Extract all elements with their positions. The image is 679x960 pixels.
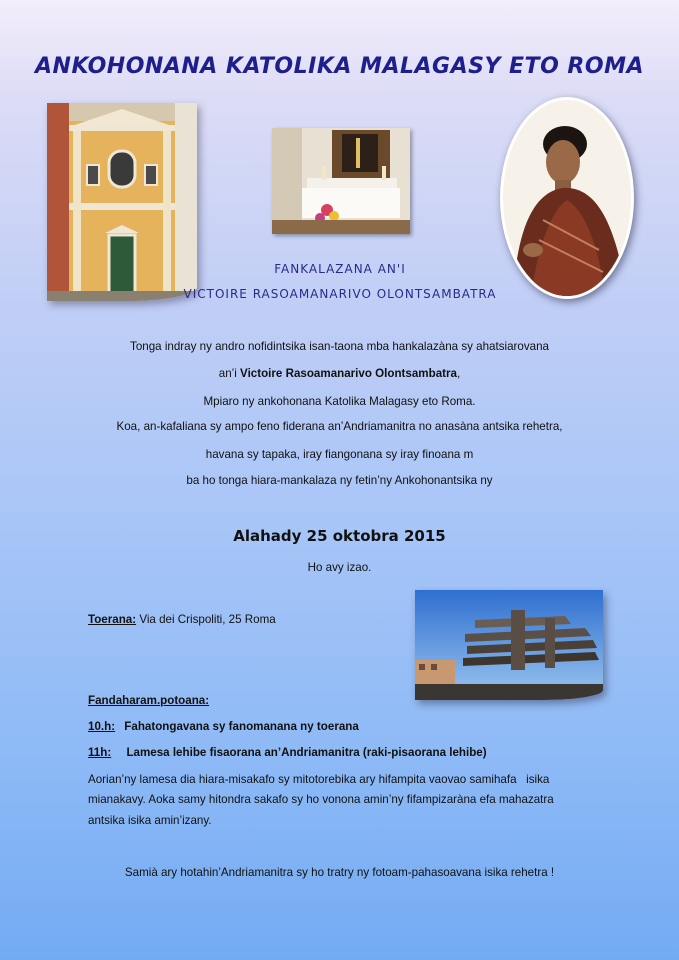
schedule-time-2: 11h: <box>88 746 112 759</box>
intro-line-6: ba ho tonga hiara-mankalaza ny fetin’ny Ankohonantsika ny <box>186 474 493 487</box>
schedule-text-1: Fahatongavana sy fanomanana ny toerana <box>124 720 359 733</box>
after-mass-line-1: Aorian’ny lamesa dia hiara-misakafo sy mitotorebika ary hifampita vaovao samihafa isika <box>88 773 550 786</box>
schedule-time-1: 10.h: <box>88 720 116 733</box>
after-mass-line-3: antsika isika amin’izany. <box>88 814 212 827</box>
page-title: ANKOHONANA KATOLIKA MALAGASY ETO ROMA <box>35 54 644 79</box>
honoree-name: Victoire Rasoamanarivo Olontsambatra <box>240 367 457 380</box>
intro-line-5: havana sy tapaka, iray fiangonana sy iray finoana m <box>205 448 474 461</box>
altar-photo <box>272 128 410 234</box>
schedule-item-2 <box>88 746 487 759</box>
church-facade-photo <box>47 103 197 301</box>
schedule-heading: Fandaharam.potoana: <box>88 694 210 707</box>
venue-building-photo <box>415 590 603 700</box>
portrait-photo <box>500 97 634 299</box>
intro-line-1: Tonga indray ny andro nofidintsika isan-taona mba hankalazàna sy ahatsiarovana <box>130 340 549 353</box>
closing-blessing: Samià ary hotahin’Andriamanitra sy ho tratry ny fotoam-pahasoavana isika rehetra ! <box>124 866 555 879</box>
schedule-text-2: Lamesa lehibe fisaorana an’Andriamanitra (raki-pisaorana lehibe) <box>126 746 487 759</box>
after-mass-line-2: mianakavy. Aoka samy hitondra sakafo sy ho vonona amin’ny fifampizaràna efa mahazatra <box>88 793 554 806</box>
subtitle-line-2: VICTOIRE RASOAMANARIVO OLONTSAMBATRA <box>183 287 497 301</box>
intro-line-2: an’i Victoire Rasoamanarivo Olontsambatra, <box>218 367 461 380</box>
venue-label: Toerana: <box>88 613 137 626</box>
subtitle-line-1: FANKALAZANA AN'I <box>274 262 406 276</box>
intro-line-4: Koa, an-kafaliana sy ampo feno fiderana an’Andriamanitra no anasàna antsika rehetra, <box>116 420 563 433</box>
venue-address: Via dei Crispoliti, 25 Roma <box>136 613 276 626</box>
event-date: Alahady 25 oktobra 2015 <box>233 527 446 545</box>
venue <box>88 613 276 626</box>
intro-line-3: Mpiaro ny ankohonana Katolika Malagasy eto Roma. <box>203 395 476 408</box>
schedule-item-1 <box>88 720 359 733</box>
date-note: Ho avy izao. <box>307 561 372 574</box>
